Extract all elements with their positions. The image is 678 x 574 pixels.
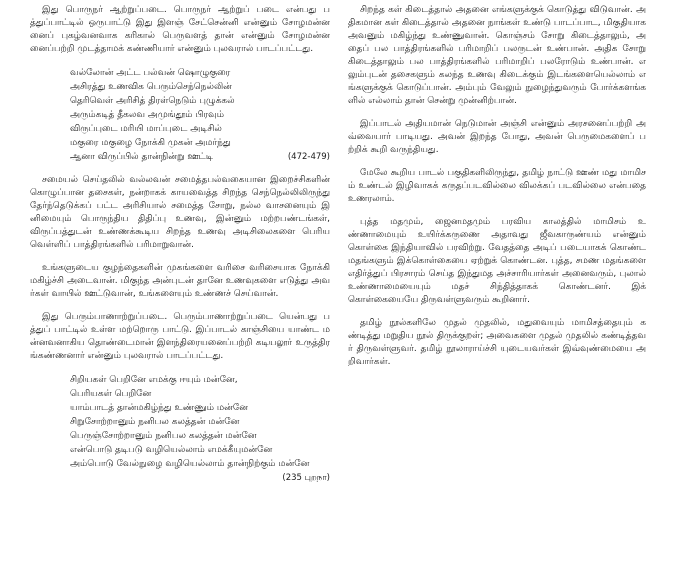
paragraph-thirukkural: தமிழ் நூல்களிலே முதல் முதலில், மதுவையும் மாமிசத்தையும் கண்டித்து மறுதிய நூல் திருக்குறள்; அவைகளை முதல் முதலில் கண்டித்தவர் திருவள்ளுவர். தமிழ் நூலாராய்ச்சி யுடையவர்கள் இவ்வுண்மையை அறிவார்கள். — [348, 318, 646, 367]
paragraph-meal-description: சமையல் செய்தலில் வல்லவன் சமைத்தபல்வகையான இறைச்சிகளின் கொழுப்பான தசைகள், நன்றாகக் காயவைத்த சிறந்த செந்நெல்லிலிருந்து தேர்ந்தெடுக்கப் பட்ட அரிசியால் சமைத்த சோறு, நல்ல வாசனையும் இனிமையும் பொருந்திய திதிப்பு உணவு, இன்னும் மற்றபண்டங்கள், விருப்பத்துடன் உண்ணக்கூடிய சிறந்த உணவு அடிசிலைகளை பெரிய வெள்ளிப் பாத்திரங்களில் பரிமாறுவான். — [30, 175, 330, 250]
verse-line: பெருஞ்சோற்றானும் நனிபல கலத்தன் மன்னே — [70, 431, 257, 441]
verse-line: தெரிவெள் அரிசித் திரள்நெடும் புழுக்கல் — [70, 96, 235, 106]
verse-line: மகுரை மகுழை நோக்கி முகன் அமர்ந்து — [70, 138, 231, 148]
paragraph-conclusion: மேலே கூறிய பாடல் பகுதிகளிலிருந்து, தமிழ் நாட்டு ஊண் மது மாமிசம் உண்டல் இழிவாகக் கருதப்படவில்லை விலக்கப் படவில்லை என்பதை உணரலாம். — [348, 168, 646, 204]
verse-line: சிறியகள் பெறினே எமக்கு ஈயும் மன்னே, — [70, 375, 238, 385]
verse-line: பெரியகள் பெறினே — [70, 389, 152, 399]
verse-line — [70, 150, 330, 164]
verse-citation: (235 புறநா) — [282, 473, 330, 483]
verse-line: யாம்பாடத் தான்மகிழ்ந்து உண்ணும் மன்னே — [70, 403, 248, 413]
verse-line: விருப்புடை மரியி மாப்புடை அடிசில் — [70, 124, 222, 134]
paragraph-explanation: சிறந்த கள் கிடைத்தால் அதனை எங்களுக்குக் கொடுத்து விடுவான். அதிகமான கள் கிடைத்தால் அதனை நாங்கள் உண்டு பாடப்பாட, மிகுதியாக அவனும் மகிழ்ந்து உண்ணுவான். கொஞ்சம் சோறு கிடைத்தாலும், அதைப் பல பாத்திரங்களில் பரிமாறிப் பலருடன் உண்பான். அதிக சோறு கிடைத்தாலும் பல பாத்திரங்களில் பரிமாறிப் பலரோடும் உண்பான். எலும்புடன் தசைகளும் கலந்த உணவு கிடைக்கும் இடங்களையெல்லாம் எங்களுக்குக் கொடுப்பான். அம்பும் வேலும் நுழைந்துவரும் போர்க்களங்களில் எல்லாம் தான் சென்று முன்னிற்பான். — [348, 5, 646, 106]
verse-line: அரும்கடித் தீகலவ அமுங்தூம் பிரவும் — [70, 110, 224, 120]
right-column — [348, 4, 646, 379]
left-column — [30, 4, 330, 495]
verse-purananuru — [70, 373, 330, 485]
paragraph-buddhism-jainism: புத்த மதமும், ஜைனமதமும் பரவிய காலத்தில் மாமிசம் உண்ணாமையும் உயிர்க்கருணை அதாவது ஜீவகாருண்யம் என்னும் கொள்கை இந்தியாவில் பரவிற்று. வேதத்தை அடிப் படையாகக் கொண்ட மதங்களும் இக்கொள்கையை ஏற்றுக் கொண்டன. புத்த, சமண மதங்களை எதிர்த்துப் பிரசாரம் செய்த இந்துமத அச்சாரியார்கள் அனைவரும், புலால் உண்ணாமையையும் மதச் சிந்தித்தாகக் கொண்டனர். இக் கொள்கையையே திருவள்ளுவரும் கூறினார். — [348, 217, 646, 305]
verse-porunar — [70, 66, 330, 164]
paragraph-children-feeding: உங்களுடைய குழந்தைகளின் முகங்களை வரிசை வரிசையாக நோக்கி மகிழ்ச்சி அடைவான். மிகுந்த அன்புடன் தானே உணவுகளை எடுத்து அவர்கள் வாயில் ஊட்டுவான், உங்களையும் உண்ணச் செய்வான். — [30, 263, 330, 299]
verse-line: அம்பொடு வேல்நுழை வழியெல்லாம் தான்நிற்கும் மன்னே — [70, 459, 310, 469]
verse-citation: (472-479) — [287, 152, 330, 162]
verse-line: என்பொடு தடிபடு வழியெல்லாம் எமக்கீயுமன்னே — [70, 445, 273, 455]
verse-line: வல்லோன் அட்ட பல்வன் ஷொழுகுரை — [70, 68, 231, 78]
verse-line-text: ஆனா விருப்பில் தான்நின்று ஊட்டி — [70, 152, 214, 162]
paragraph-perumpanar-intro: இது பெரும்பாணாற்றுப்படை. பெரும்பாணாற்றுப்படை யென்பது பத்துப் பாட்டில் உள்ள மற்றொரு பாட்டு. இப்பாடல் காஞ்சியை யாண்ட மன்னவனாகிய தொண்டைமான் இளந்திரையனைப்பற்றி கடியலூர் உருத்திரங்கண்ணனார் என்னும் புலவரால் பாடப்பட்டது. — [30, 312, 330, 361]
paragraph-porunar-intro: இது பொருநர் ஆற்றுப்படை. பொருநர் ஆற்றுப் படை என்பது பத்துப்பாட்டில் ஒருபாட்டு இது இளஞ் சேட்சென்னி என்னும் சோழமன்னனைப் புகழ்வனவாக கரிகால் பெருவளத் தான் என்னும் சோழமன்னனைப்பற்றி முடத்தாமக் கண்ணியார் என்னும் புலவரால் பாடப்பட்டது. — [30, 5, 330, 54]
paragraph-athiyaman: இப்பாடல் அதியமான் நெடுமான் அஞ்சி என்னும் அரசனைப்பற்றி அவ்வையார் பாடியது. அவன் இறந்த போது, அவன் பெருமைகளைப் பற்றிக் கூறி வருந்தியது. — [348, 119, 646, 155]
verse-line: சிறுசோற்றானும் நனிபல கலத்தன் மன்னே — [70, 417, 240, 427]
verse-line: அசிரத்து உணவிக பெரும்செந்நெல்லின் — [70, 82, 232, 92]
